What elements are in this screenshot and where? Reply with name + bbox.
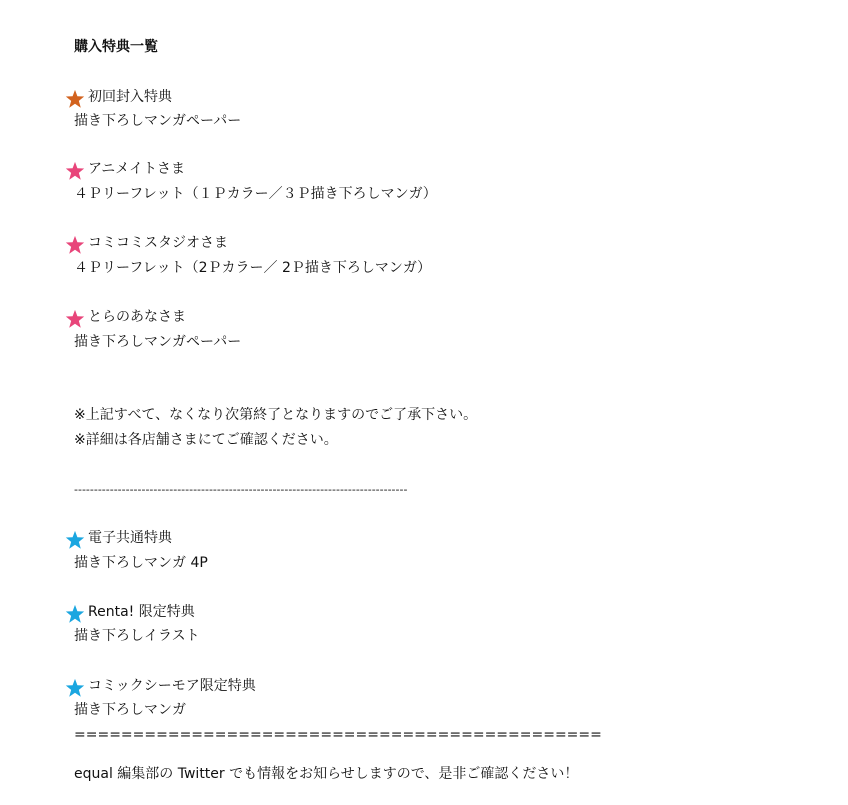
section-text: ４Ｐリーフレット（2Ｐカラー／ 2Ｐ描き下ろしマンガ）	[74, 260, 432, 276]
note-text: ※詳細は各店舗さまにてご確認ください。	[74, 432, 338, 448]
pink-star-icon	[64, 308, 86, 330]
digital-heading: コミックシーモア限定特典	[88, 678, 256, 694]
footer-text: equal 編集部の Twitter でも情報をお知らせしますので、是非ご確認ください！	[74, 766, 579, 782]
blue-star-icon	[64, 677, 86, 699]
page-title: 購入特典一覧	[74, 39, 158, 55]
section-heading: コミコミスタジオさま	[88, 235, 228, 251]
digital-text: 描き下ろしイラスト	[74, 628, 200, 644]
blue-star-icon	[64, 603, 86, 625]
digital-text: 描き下ろしマンガ	[74, 702, 186, 718]
section-heading: 初回封入特典	[88, 89, 172, 105]
orange-star-icon	[64, 88, 86, 110]
section-text: 描き下ろしマンガペーパー	[74, 334, 242, 350]
digital-text: 描き下ろしマンガ 4P	[74, 555, 208, 571]
digital-heading: 電子共通特典	[88, 530, 172, 546]
blue-star-icon	[64, 529, 86, 551]
section-text: 描き下ろしマンガペーパー	[74, 113, 242, 129]
section-heading: とらのあなさま	[88, 309, 186, 325]
section-heading: アニメイトさま	[88, 161, 186, 177]
pink-star-icon	[64, 234, 86, 256]
dashed-divider: ------------------------------------------------------------------------------------	[74, 483, 408, 496]
digital-heading: Renta! 限定特典	[88, 604, 195, 620]
note-text: ※上記すべて、なくなり次第終了となりますのでご了承下さい。	[74, 407, 478, 423]
pink-star-icon	[64, 160, 86, 182]
section-text: ４Ｐリーフレット（１Ｐカラー／３Ｐ描き下ろしマンガ）	[74, 186, 437, 202]
equals-divider: =============================================	[74, 727, 602, 743]
